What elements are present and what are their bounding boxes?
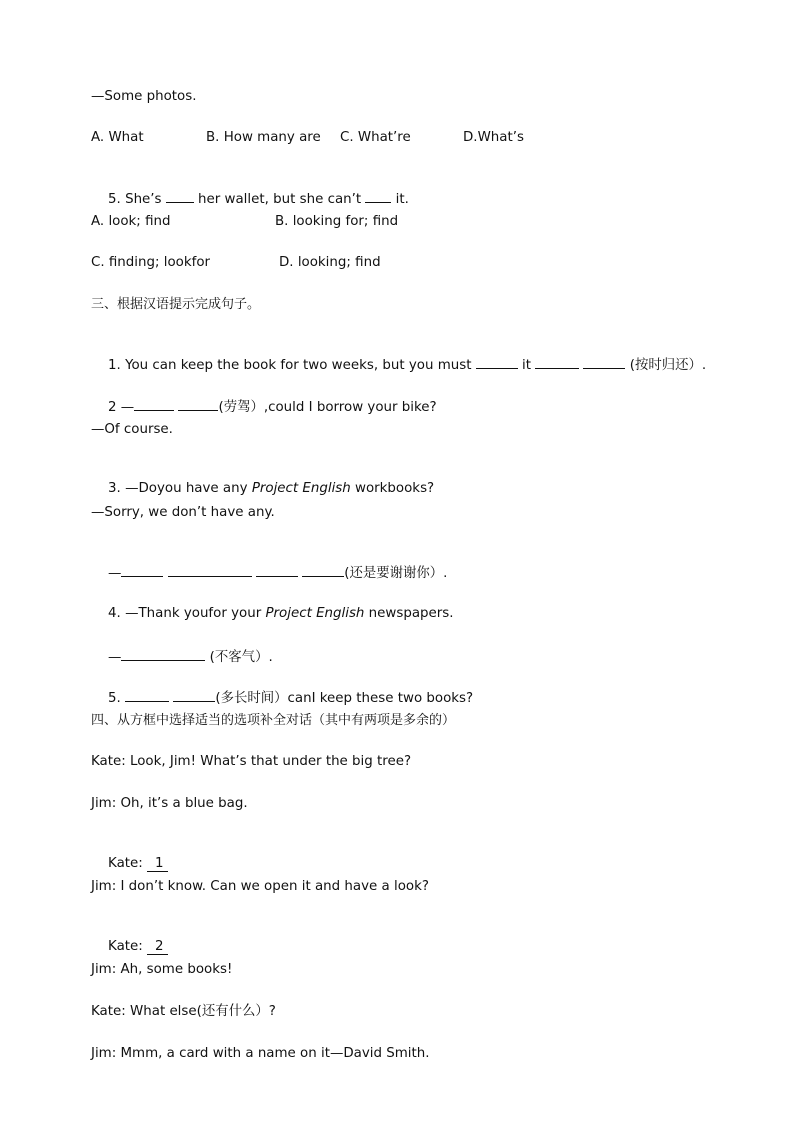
sentence-1: 1. You can keep the book for two weeks, but you must it (按时归还）. [91, 337, 706, 393]
sentence-3: 3. —Doyou have any Project English workbooks? [108, 481, 435, 496]
section-4-title: 四、从方框中选择适当的选项补全对话（其中有两项是多余的） [91, 713, 456, 728]
option-b: B. looking for; find [275, 214, 399, 229]
blank[interactable] [178, 397, 218, 411]
sentence-3-reply-2: — (还是要谢谢你）. [91, 545, 447, 601]
blank[interactable] [168, 563, 252, 577]
answer-blank-1[interactable]: 1 [147, 857, 168, 872]
sentence-4-reply: — (不客气）. [91, 629, 273, 685]
blank[interactable] [302, 563, 344, 577]
blank[interactable] [134, 397, 174, 411]
option-b: B. How many are [206, 130, 321, 145]
sentence-4: 4. —Thank youfor your Project English newspapers. [108, 606, 454, 621]
blank[interactable] [583, 355, 625, 369]
option-c: C. finding; lookfor [91, 255, 211, 270]
sentence-3-reply: —Sorry, we don’t have any. [91, 505, 275, 520]
dialogue-line: Kate: 1 [91, 837, 168, 891]
dialogue-line: Jim: Ah, some books! [91, 962, 233, 977]
sentence-5: 5. (多长时间）canI keep these two books? [91, 670, 473, 726]
answer-blank-2[interactable]: 2 [147, 940, 168, 955]
blank[interactable] [121, 647, 205, 661]
question-5: 5. She’s her wallet, but she can’t it. [91, 171, 409, 227]
blank[interactable] [121, 563, 163, 577]
answer-line: —Some photos. [91, 89, 197, 104]
dialogue-line: Kate: Look, Jim! What’s that under the big tree? [91, 754, 412, 769]
option-a: A. look; find [91, 214, 171, 229]
blank[interactable] [166, 189, 194, 203]
sentence-2: 2 — (劳驾）,could I borrow your bike? [91, 379, 437, 435]
blank[interactable] [535, 355, 579, 369]
dialogue-line: Jim: I don’t know. Can we open it and have a look? [91, 879, 429, 894]
sentence-2-reply: —Of course. [91, 422, 173, 437]
dialogue-line: Kate: 2 [91, 920, 168, 974]
option-c: C. What’re [340, 130, 411, 145]
blank[interactable] [256, 563, 298, 577]
dialogue-line: Jim: Oh, it’s a blue bag. [91, 796, 248, 811]
dialogue-line: Kate: What else(还有什么）? [91, 1004, 276, 1019]
blank[interactable] [173, 688, 215, 702]
blank[interactable] [365, 189, 391, 203]
option-d: D. looking; find [279, 255, 381, 270]
blank[interactable] [476, 355, 518, 369]
section-3-title: 三、根据汉语提示完成句子。 [91, 297, 261, 312]
option-d: D.What’s [463, 130, 524, 145]
dialogue-line: Jim: Mmm, a card with a name on it—David Smith. [91, 1046, 430, 1061]
option-a: A. What [91, 130, 144, 145]
blank[interactable] [125, 688, 169, 702]
